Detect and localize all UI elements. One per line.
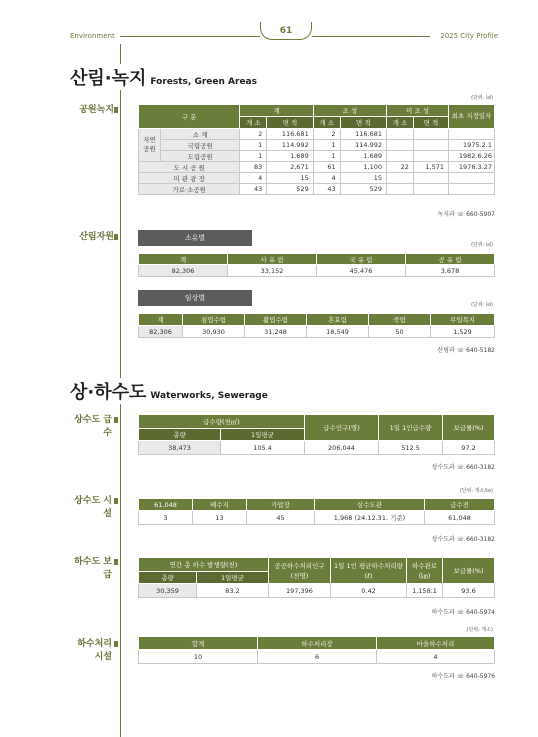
cell: 1,968 (24.12.31. 기준) [315, 511, 425, 525]
forest-type-header: 혼효림 [307, 314, 369, 326]
cell: 2 [240, 129, 267, 140]
row-name: 가로·소공원 [139, 184, 240, 195]
parks-marker [114, 107, 118, 113]
water-supply-header: 1일 1인급수량 [379, 415, 443, 441]
parks-header-area: 면 적 [413, 117, 448, 129]
water-supply-header: 1일평균 [221, 429, 305, 441]
cell [387, 140, 414, 151]
table-row [139, 151, 495, 162]
cell: 1,529 [431, 326, 495, 338]
cell: 1982.6.26 [449, 151, 495, 162]
cell: 15 [267, 173, 313, 184]
water-supply-header: 급수인구(명) [305, 415, 379, 441]
cell [413, 129, 448, 140]
cell: 512.5 [379, 441, 443, 455]
cell: 4 [313, 173, 340, 184]
cell: 105.4 [221, 441, 305, 455]
header-left-label: Environment [70, 32, 115, 40]
page-header [70, 28, 498, 44]
cell: 3,678 [406, 265, 495, 277]
water-supply-header: 총량 [139, 429, 221, 441]
cell: 83 [240, 162, 267, 173]
sewer-header: 보급률(%) [443, 558, 495, 584]
cell: 1 [240, 151, 267, 162]
table-row [139, 584, 495, 598]
parks-category: 공원녹지 [79, 105, 114, 115]
cell [413, 184, 448, 195]
table-row [139, 129, 495, 140]
cell: 30,930 [183, 326, 245, 338]
water-facility-source: 상수도과 ☏ 660-3182 [431, 536, 495, 543]
water-facility-header: 61,048 [139, 499, 193, 511]
row-name: 소 계 [161, 129, 240, 140]
cell: 1.689 [340, 151, 386, 162]
cell [413, 140, 448, 151]
cell: 206,044 [305, 441, 379, 455]
forest-type-header: 죽림 [369, 314, 431, 326]
parks-header-total: 계 [240, 105, 313, 117]
cell: 6 [258, 650, 377, 664]
sewer-marker [114, 559, 118, 565]
parks-header-count: 개 소 [387, 117, 414, 129]
forest-type-header: 계 [139, 314, 183, 326]
parks-header-gubun: 구 분 [139, 105, 240, 129]
cell: 31,248 [245, 326, 307, 338]
cell: 114.992 [340, 140, 386, 151]
forest-type-header: 침엽수림 [183, 314, 245, 326]
table-row [139, 511, 495, 525]
cell: 529 [267, 184, 313, 195]
sewer-header: 하수관로 (㎞) [407, 558, 443, 584]
forest-owner-unit: (단위: ㎢) [471, 242, 493, 248]
parks-header-uncreated: 미 조 성 [387, 105, 449, 117]
cell: 1 [313, 151, 340, 162]
forest-title-en: Forests, Green Areas [150, 77, 257, 87]
parks-source: 녹지과 ☏ 660-5907 [437, 211, 495, 218]
sewer-category: 하수도 보급 [74, 557, 112, 580]
cell: 22 [387, 162, 414, 173]
forest-type-header: 활엽수림 [245, 314, 307, 326]
cell: 10 [139, 650, 258, 664]
cell [413, 151, 448, 162]
row-name: 도립공원 [161, 151, 240, 162]
header-line-left [120, 36, 260, 37]
cell: 1,158.1 [407, 584, 443, 598]
forest-type-tag: 임상별 [138, 290, 252, 306]
sewer-header: 공공하수처리인구 (천명) [269, 558, 331, 584]
cell: 116.681 [267, 129, 313, 140]
cell: 2,671 [267, 162, 313, 173]
forest-title-ko: 산림·녹지 [70, 68, 147, 89]
cell [387, 151, 414, 162]
cell: 43 [313, 184, 340, 195]
forest-owner-table [138, 253, 495, 277]
forest-owner-tag: 소유별 [138, 230, 252, 246]
cell: 3 [139, 511, 193, 525]
cell: 114.992 [267, 140, 313, 151]
water-supply-category: 상수도 급수 [74, 415, 112, 438]
forest-type-header: 무입목지 [431, 314, 495, 326]
cell: 97.2 [443, 441, 495, 455]
table-row [139, 173, 495, 184]
forest-owner-header: 공 유 림 [406, 254, 495, 265]
sewer-facility-source: 하수도과 ☏ 640-5976 [431, 673, 495, 680]
cell: 30,359 [139, 584, 197, 598]
sewer-source: 하수도과 ☏ 640-5974 [431, 609, 495, 616]
parks-header-date: 최초 지정일자 [449, 105, 495, 129]
water-supply-table [138, 414, 495, 455]
forest-owner-header: 계 [139, 254, 228, 265]
parks-header-area: 면 적 [340, 117, 386, 129]
cell: 116.681 [340, 129, 386, 140]
cell: 50 [369, 326, 431, 338]
sewer-facility-table [138, 636, 495, 664]
table-row [139, 441, 495, 455]
parks-header-area: 면 적 [267, 117, 313, 129]
row-name: 미 관 광 장 [139, 173, 240, 184]
cell: 1,571 [413, 162, 448, 173]
forest-type-unit: (단위: ㎢) [471, 302, 493, 308]
water-facility-category: 상수도 시설 [74, 496, 112, 519]
forest-section-title [70, 64, 261, 90]
cell [449, 184, 495, 195]
cell: 0.42 [331, 584, 407, 598]
sewer-facility-category: 하수처리 시설 [77, 639, 112, 662]
cell: 38,473 [139, 441, 221, 455]
cell: 82,306 [139, 265, 228, 277]
cell: 82,306 [139, 326, 183, 338]
water-facility-table [138, 498, 495, 525]
forest-type-table [138, 313, 495, 338]
cell [449, 129, 495, 140]
row-name: 국립공원 [161, 140, 240, 151]
cell: 45,476 [317, 265, 406, 277]
cell: 93.6 [443, 584, 495, 598]
cell [387, 173, 414, 184]
cell [413, 173, 448, 184]
parks-table [138, 104, 495, 195]
cell: 45 [247, 511, 315, 525]
cell: 1.689 [267, 151, 313, 162]
parks-natural-label: 자연 공원 [139, 129, 161, 162]
forest-owner-header: 사 유 림 [228, 254, 317, 265]
cell: 1 [313, 140, 340, 151]
sewer-header: 연간 총 하수 발생량(천) [139, 558, 269, 572]
parks-header-count: 개 소 [313, 117, 340, 129]
forest-category: 산림자원 [79, 232, 114, 242]
table-row [139, 265, 495, 277]
cell: 33,152 [228, 265, 317, 277]
sewer-facility-header: 하수처리장 [258, 637, 377, 650]
water-supply-source: 상수도과 ☏ 660-3182 [431, 464, 495, 471]
water-facility-marker [114, 498, 118, 504]
cell: 197,396 [269, 584, 331, 598]
cell: 13 [193, 511, 247, 525]
cell: 61 [313, 162, 340, 173]
cell [387, 129, 414, 140]
water-title-en: Waterworks, Sewerage [150, 391, 268, 401]
sewer-facility-marker [114, 641, 118, 647]
table-row [139, 162, 495, 173]
sewer-table [138, 557, 495, 598]
cell: 61,048 [425, 511, 495, 525]
header-right-label: 2025 City Profile [440, 32, 498, 40]
sewer-header: 1일 1인 평균하수처리량(ℓ) [331, 558, 407, 584]
row-name: 도 시 공 원 [139, 162, 240, 173]
table-row [139, 326, 495, 338]
cell: 1 [240, 140, 267, 151]
water-title-ko: 상·하수도 [70, 382, 147, 403]
water-supply-header: 보급률(%) [443, 415, 495, 441]
cell: 1976.3.27 [449, 162, 495, 173]
sewer-facility-header: 마을하수처리 [377, 637, 495, 650]
header-line-right [312, 36, 430, 37]
water-facility-unit: (단위: 개소/㎞) [459, 488, 493, 494]
cell: 529 [340, 184, 386, 195]
cell [449, 173, 495, 184]
cell: 43 [240, 184, 267, 195]
water-facility-header: 상수도관 [315, 499, 425, 511]
sewer-facility-header: 합계 [139, 637, 258, 650]
cell: 4 [377, 650, 495, 664]
table-row [139, 140, 495, 151]
cell: 83.2 [197, 584, 269, 598]
cell: 1975.2.1 [449, 140, 495, 151]
cell: 2 [313, 129, 340, 140]
cell: 4 [240, 173, 267, 184]
cell: 15 [340, 173, 386, 184]
water-supply-header: 급수량(천㎥) [139, 415, 305, 429]
sewer-facility-unit: (단위: 개소) [466, 627, 493, 633]
water-facility-header: 배수지 [193, 499, 247, 511]
water-supply-marker [114, 417, 118, 423]
parks-header-count: 개 소 [240, 117, 267, 129]
forest-owner-header: 국 유 림 [317, 254, 406, 265]
table-row [139, 650, 495, 664]
parks-unit: (단위: ㎢) [471, 95, 493, 101]
forest-source: 산림과 ☏ 640-5182 [437, 347, 495, 354]
water-facility-header: 가압장 [247, 499, 315, 511]
forest-marker [114, 234, 118, 240]
cell: 18,549 [307, 326, 369, 338]
page-number: 61 [260, 22, 312, 40]
water-facility-header: 급수전 [425, 499, 495, 511]
sewer-header: 1일평균 [197, 572, 269, 584]
parks-header-created: 조 성 [313, 105, 386, 117]
water-section-title [70, 378, 272, 404]
table-row [139, 184, 495, 195]
cell: 1,100 [340, 162, 386, 173]
sewer-header: 총량 [139, 572, 197, 584]
cell [387, 184, 414, 195]
